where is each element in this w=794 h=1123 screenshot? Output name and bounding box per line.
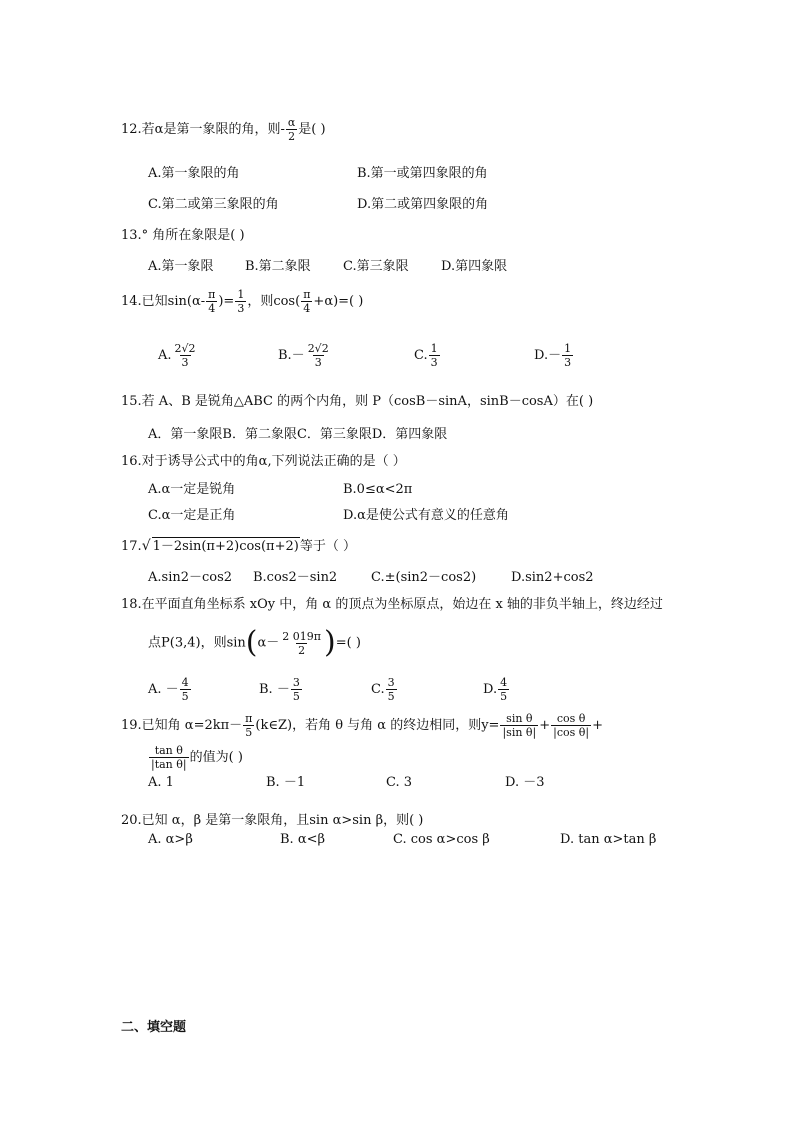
q19-tail: 的值为( ) xyxy=(189,750,243,765)
frac-den: 3 xyxy=(314,356,322,369)
opt-label: D.－ xyxy=(534,348,562,363)
frac-den: 3 xyxy=(564,356,572,369)
left-paren: ( xyxy=(245,625,258,660)
q18-l2a: 点P(3,4)，则sin xyxy=(148,635,246,651)
q17-radicand: 1－2sin(π+2)cos(π+2) xyxy=(152,539,299,554)
plus-sign: + xyxy=(592,718,604,733)
q19-option-c: C. 3 xyxy=(386,775,413,790)
q19-s2: (k∈Z)，若角 θ 与角 α 的终边相同，则y= xyxy=(255,718,500,733)
q19-stem-line2 xyxy=(148,744,243,771)
frac-den: 2 xyxy=(298,643,306,657)
q14-s1: 14.已知sin(α- xyxy=(121,294,206,309)
frac-num: tan θ xyxy=(154,744,183,757)
q20-option-b: B. α<β xyxy=(280,832,326,847)
q19-term-sin xyxy=(500,712,538,739)
q14-a-frac xyxy=(173,342,198,369)
q19-frac xyxy=(243,712,254,739)
right-paren: ) xyxy=(324,625,336,660)
opt-label: C. xyxy=(414,348,428,363)
q14-option-a xyxy=(158,342,199,369)
q14-option-d xyxy=(534,342,574,369)
q17-option-a: A.sin2－cos2 xyxy=(148,570,233,585)
q18-stem-line2 xyxy=(148,625,361,660)
q18-b-frac xyxy=(291,676,302,703)
frac-den: 4 xyxy=(208,302,216,315)
frac-num: 1 xyxy=(564,342,572,355)
frac-num: 2√2 xyxy=(174,342,196,355)
q13-option-c: C.第三象限 xyxy=(343,259,409,274)
q18-d-frac xyxy=(498,676,509,703)
q18-option-a xyxy=(148,676,192,703)
frac-den: 5 xyxy=(292,690,300,703)
q17-tail: 等于（ ） xyxy=(299,539,356,554)
q18-frac xyxy=(280,630,323,657)
frac-num: α xyxy=(287,116,296,129)
opt-label: C. xyxy=(371,682,385,697)
frac-num: 1 xyxy=(430,342,438,355)
q20-option-a: A. α>β xyxy=(148,832,193,847)
frac-num: π xyxy=(208,288,216,301)
frac-num: 2 019π xyxy=(282,629,322,643)
frac-den: |sin θ| xyxy=(502,726,537,739)
frac-den: 4 xyxy=(303,302,311,315)
frac-den: 5 xyxy=(181,690,189,703)
plus-sign: + xyxy=(539,718,551,733)
q18-stem-line1: 18.在平面直角坐标系 xOy 中，角 α 的顶点为坐标原点，始边在 x 轴的非负半轴上，终边经过 xyxy=(121,597,663,612)
q14-frac1 xyxy=(206,288,217,315)
q19-term-cos xyxy=(551,712,591,739)
q16-option-c: C.α一定是正角 xyxy=(148,508,236,523)
opt-label: A. xyxy=(158,348,172,363)
q12-option-c: C.第二或第三象限的角 xyxy=(148,197,279,212)
frac-num: π xyxy=(245,712,253,725)
frac-den: 3 xyxy=(430,356,438,369)
frac-num: 3 xyxy=(387,676,395,689)
q16-option-b: B.0≤α<2π xyxy=(343,482,413,497)
frac-num: 3 xyxy=(292,676,300,689)
q14-d-frac xyxy=(562,342,573,369)
q19-s1: 19.已知角 α=2kπ－ xyxy=(121,718,243,733)
q14-s3: ，则cos( xyxy=(247,294,301,309)
q16-stem: 16.对于诱导公式中的角α,下列说法正确的是（ ） xyxy=(121,454,406,469)
frac-den: 3 xyxy=(181,356,189,369)
frac-num: 1 xyxy=(237,288,245,301)
q19-option-a: A. 1 xyxy=(148,775,174,790)
frac-num: π xyxy=(303,288,311,301)
q12-option-d: D.第二或第四象限的角 xyxy=(357,197,489,212)
q12-stem-tail: 是( ) xyxy=(298,122,326,137)
frac-num: cos θ xyxy=(556,712,586,725)
q17-stem xyxy=(121,537,356,556)
q12-option-a: A.第一象限的角 xyxy=(148,166,240,181)
q15-options: A．第一象限B．第二象限C．第三象限D．第四象限 xyxy=(148,427,448,442)
frac-den: |tan θ| xyxy=(151,758,187,771)
frac-num: 4 xyxy=(500,676,508,689)
q18-l2c: =( ) xyxy=(335,635,361,651)
q20-option-d: D. tan α>tan β xyxy=(560,832,657,847)
q14-option-c xyxy=(414,342,441,369)
opt-label: B. － xyxy=(259,682,290,697)
frac-num: sin θ xyxy=(506,712,533,725)
q17-option-d: D.sin2+cos2 xyxy=(511,570,594,585)
opt-label: A. － xyxy=(148,682,179,697)
q19-option-b: B. －1 xyxy=(266,775,306,790)
q18-option-d xyxy=(483,676,510,703)
section-heading: 二、填空题 xyxy=(121,1020,187,1035)
frac-den: 5 xyxy=(245,726,253,739)
frac-den: 2 xyxy=(288,130,296,143)
q16-option-d: D.α是使公式有意义的任意角 xyxy=(343,508,509,523)
q20-option-c: C. cos α>cos β xyxy=(393,832,490,847)
q18-a-frac xyxy=(180,676,191,703)
q18-option-c xyxy=(371,676,398,703)
frac-den: 3 xyxy=(237,302,245,315)
frac-den: 5 xyxy=(500,690,508,703)
opt-label: D. xyxy=(483,682,498,697)
q13-option-b: B.第二象限 xyxy=(245,259,311,274)
radical-sign: √ xyxy=(141,538,151,554)
q19-option-d: D. －3 xyxy=(505,775,545,790)
q18-option-b xyxy=(259,676,303,703)
q14-s4: +α)=( ) xyxy=(313,294,364,309)
q18-l2b: α－ xyxy=(257,635,280,651)
q14-option-b xyxy=(278,342,332,369)
q14-frac2 xyxy=(235,288,246,315)
q16-option-a: A.α一定是锐角 xyxy=(148,482,236,497)
q15-stem: 15.若 A、B 是锐角△ABC 的两个内角，则 P（cosB－sinA，sinB－cosA）在( ) xyxy=(121,394,594,409)
q14-c-frac xyxy=(429,342,440,369)
frac-num: 2√2 xyxy=(307,342,329,355)
q17-option-c: C.±(sin2－cos2) xyxy=(371,570,477,585)
frac-den: 5 xyxy=(387,690,395,703)
q14-stem xyxy=(121,288,363,315)
q13-option-a: A.第一象限 xyxy=(148,259,214,274)
q12-stem-text: 12.若α是第一象限的角，则- xyxy=(121,122,285,137)
q19-term-tan xyxy=(149,744,189,771)
q14-b-frac xyxy=(306,342,331,369)
frac-num: 4 xyxy=(181,676,189,689)
q17-option-b: B.cos2－sin2 xyxy=(253,570,338,585)
q17-number: 17. xyxy=(121,539,142,554)
q12-option-b: B.第一或第四象限的角 xyxy=(357,166,488,181)
q19-stem-line1 xyxy=(121,712,603,739)
q20-stem: 20.已知 α，β 是第一象限角，且sin α>sin β，则( ) xyxy=(121,813,424,828)
frac-den: |cos θ| xyxy=(553,726,590,739)
q12-stem xyxy=(121,116,326,143)
q13-stem: 13.° 角所在象限是( ) xyxy=(121,228,245,243)
q13-option-d: D.第四象限 xyxy=(441,259,508,274)
opt-label: B.－ xyxy=(278,348,305,363)
q14-s2: )= xyxy=(218,294,235,309)
q12-fraction xyxy=(286,116,297,143)
q14-frac3 xyxy=(301,288,312,315)
q18-c-frac xyxy=(386,676,397,703)
